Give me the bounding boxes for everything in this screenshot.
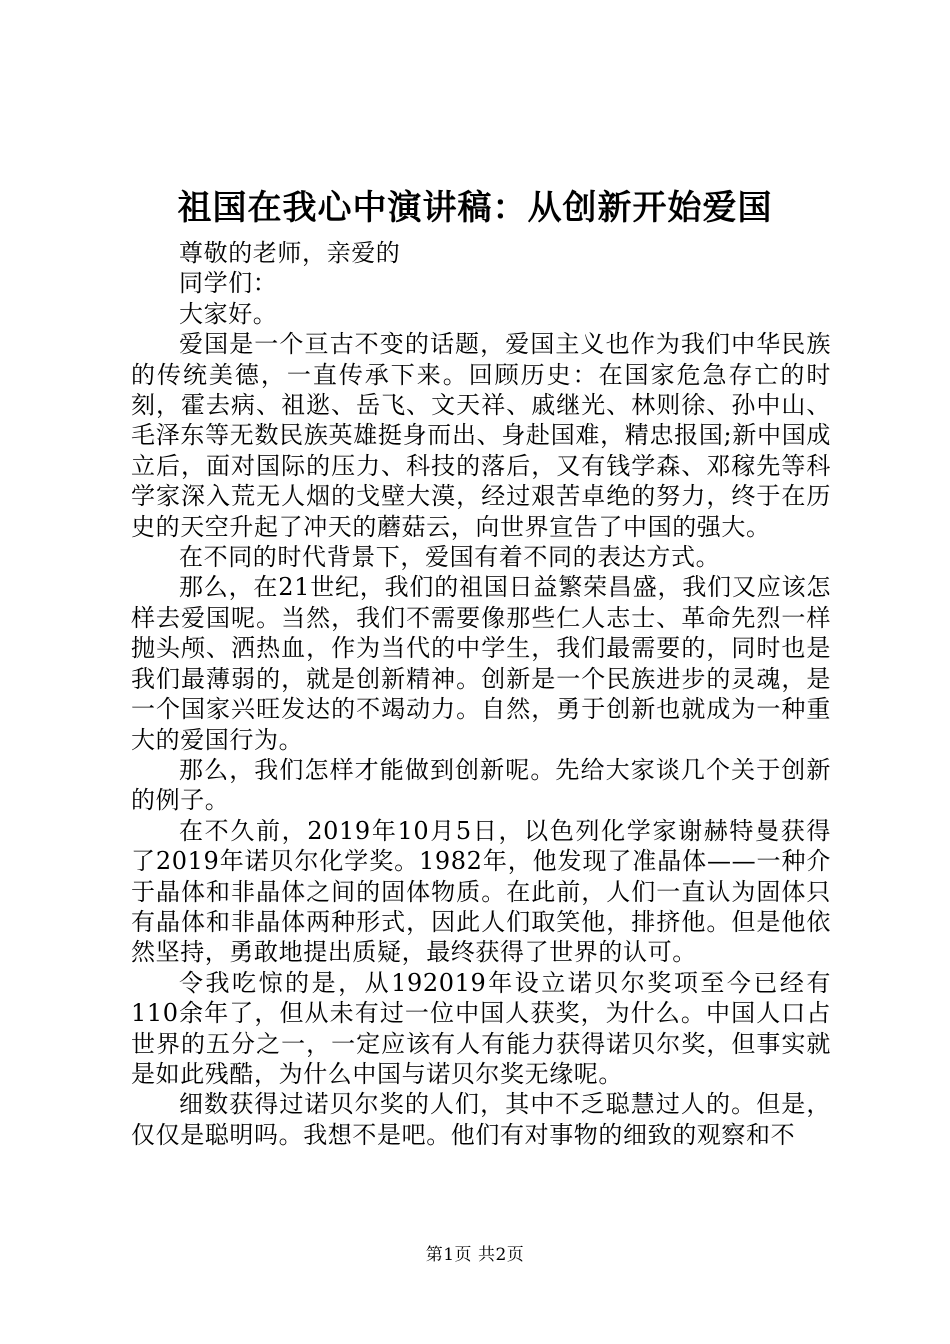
greeting-line-3: 大家好。 xyxy=(179,299,278,328)
paragraph: 细数获得过诺贝尔奖的人们，其中不乏聪慧过人的。但是，仅仅是聪明吗。我想不是吧。他们有对事物的细致的观察和不 xyxy=(131,1090,831,1149)
greeting-line-1: 尊敬的老师，亲爱的 xyxy=(179,239,401,267)
paragraph: 爱国是一个亘古不变的话题，爱国主义也作为我们中华民族的传统美德，一直传承下来。回顾历史：在国家危急存亡的时刻，霍去病、祖逖、岳飞、文天祥、戚继光、林则徐、孙中山、毛泽东等无数民族英雄挺身而出、身赴国难，精忠报国;新中国成立后，面对国际的压力、科技的落后，又有钱学森、邓稼先等科学家深入荒无人烟的戈壁大漠，经过艰苦卓绝的努力，终于在历史的天空升起了冲天的蘑菇云，向世界宣告了中国的强大。 xyxy=(131,330,831,541)
paragraph: 那么，在21世纪，我们的祖国日益繁荣昌盛，我们又应该怎样去爱国呢。当然，我们不需要像那些仁人志士、革命先烈一样抛头颅、洒热血，作为当代的中学生，我们最需要的，同时也是我们最薄弱的，就是创新精神。创新是一个民族进步的灵魂，是一个国家兴旺发达的不竭动力。自然，勇于创新也就成为一种重大的爱国行为。 xyxy=(131,573,831,754)
paragraph: 那么，我们怎样才能做到创新呢。先给大家谈几个关于创新的例子。 xyxy=(131,755,831,815)
greeting-line-2: 同学们： xyxy=(179,269,278,298)
paragraph: 在不同的时代背景下，爱国有着不同的表达方式。 xyxy=(179,543,721,572)
document-title: 祖国在我心中演讲稿：从创新开始爱国 xyxy=(177,188,773,228)
page-footer: 第1页 共2页 xyxy=(425,1245,525,1265)
document-body xyxy=(131,238,831,1150)
paragraph: 令我吃惊的是，从192019年设立诺贝尔奖项至今已经有110余年了，但从未有过一位中国人获奖，为什么。中国人口占世界的五分之一，一定应该有人有能力获得诺贝尔奖，但事实就是如此残酷，为什么中国与诺贝尔奖无缘呢。 xyxy=(131,968,831,1088)
paragraph: 在不久前，2019年10月5日，以色列化学家谢赫特曼获得了2019年诺贝尔化学奖。1982年，他发现了准晶体——一种介于晶体和非晶体之间的固体物质。在此前，人们一直认为固体只有晶体和非晶体两种形式，因此人们取笑他，排挤他。但是他依然坚持，勇敢地提出质疑，最终获得了世界的认可。 xyxy=(131,816,831,967)
